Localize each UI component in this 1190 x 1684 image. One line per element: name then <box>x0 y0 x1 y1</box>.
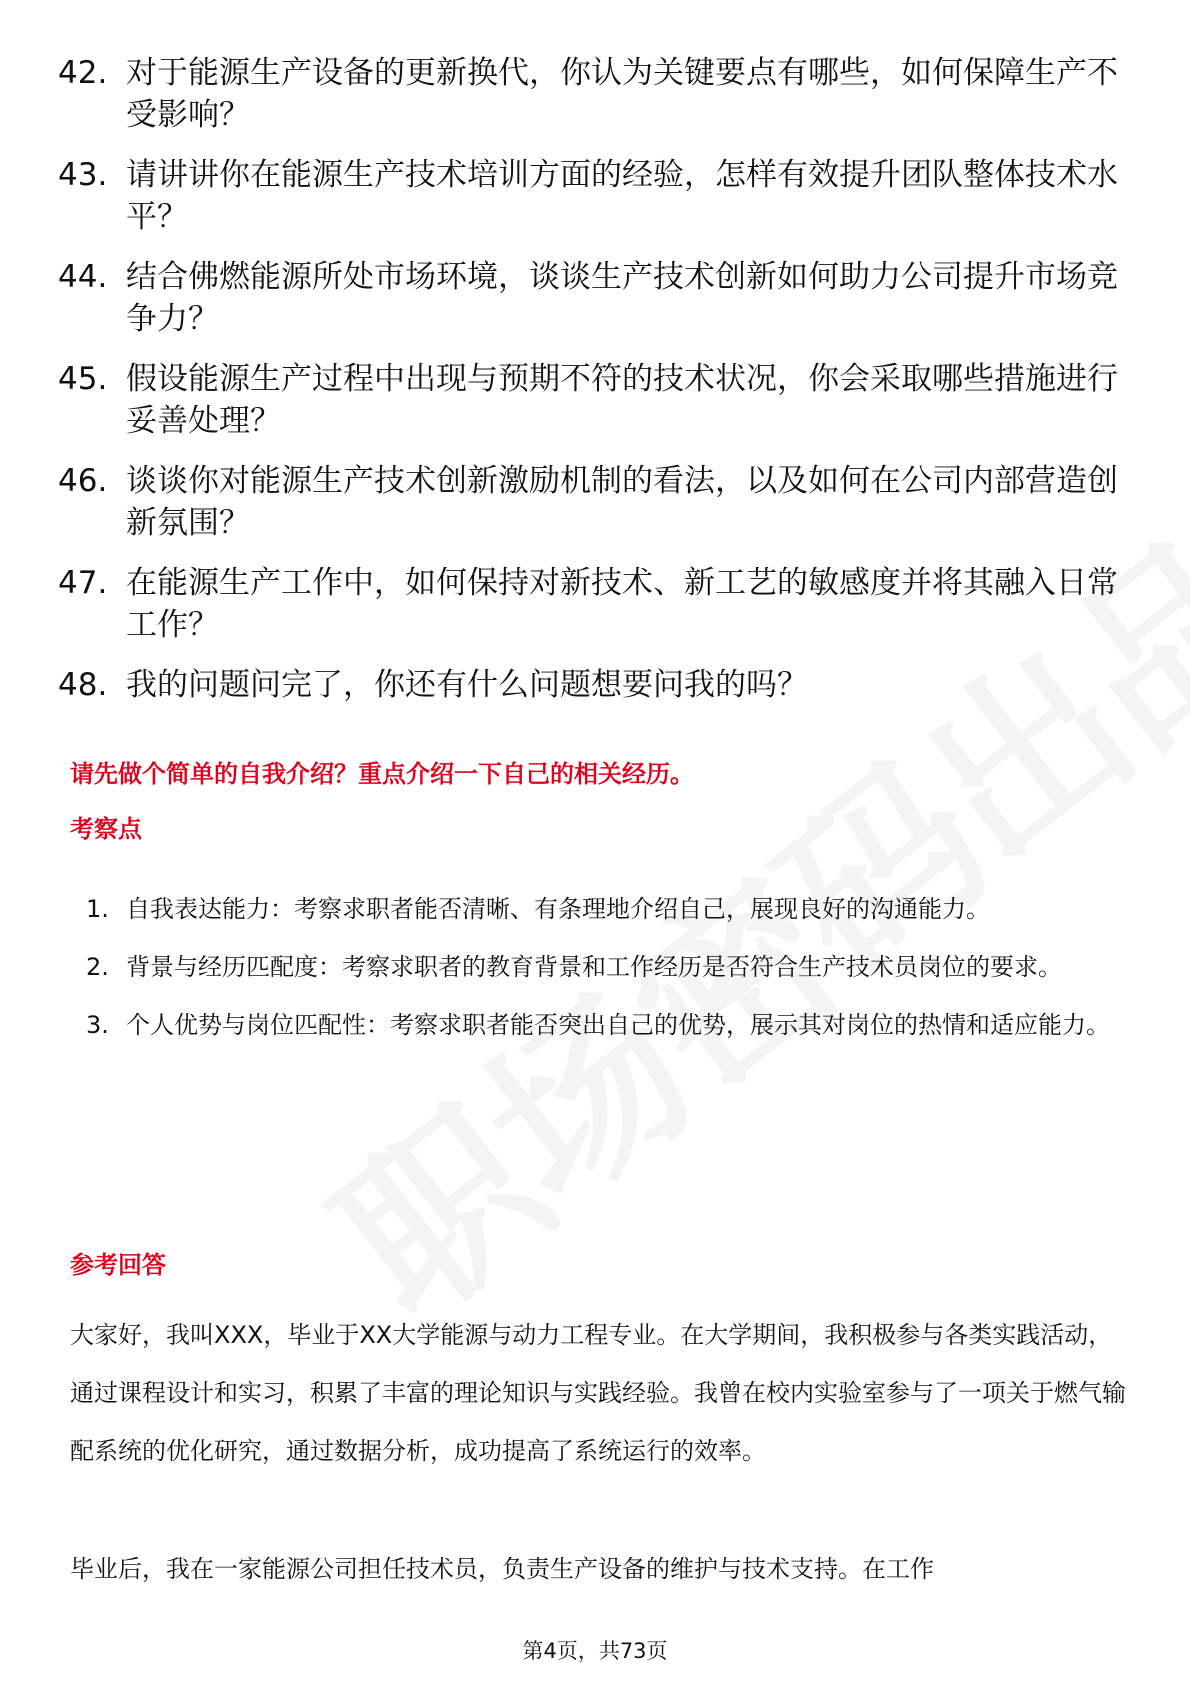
question-list <box>58 52 1118 724</box>
question-text: 谈谈你对能源生产技术创新激励机制的看法，以及如何在公司内部营造创新氛围？ <box>126 463 1118 541</box>
question-number: 44. <box>58 259 108 295</box>
list-item-number: 3. <box>86 1011 109 1039</box>
list-item <box>70 938 1130 996</box>
list-item-number: 1. <box>86 895 109 923</box>
question-number: 46. <box>58 463 108 499</box>
question-number: 43. <box>58 157 108 193</box>
list-item-text: 个人优势与岗位匹配性：考察求职者能否突出自己的优势，展示其对岗位的热情和适应能力。 <box>126 1011 1110 1039</box>
list-item <box>70 880 1130 938</box>
question-item <box>58 358 1118 442</box>
question-text: 假设能源生产过程中出现与预期不符的技术状况，你会采取哪些措施进行妥善处理？ <box>126 361 1118 439</box>
question-text: 我的问题问完了，你还有什么问题想要问我的吗？ <box>126 667 808 703</box>
answer-heading: 参考回答 <box>70 1251 166 1279</box>
section-title: 请先做个简单的自我介绍？重点介绍一下自己的相关经历。 <box>70 760 694 788</box>
question-item <box>58 664 1118 706</box>
question-number: 48. <box>58 667 108 703</box>
question-item <box>58 562 1118 646</box>
question-text: 对于能源生产设备的更新换代，你认为关键要点有哪些，如何保障生产不受影响？ <box>126 55 1118 133</box>
question-number: 47. <box>58 565 108 601</box>
points-heading: 考察点 <box>70 815 142 843</box>
page-number: 第4页，共73页 <box>522 1639 668 1663</box>
question-text: 结合佛燃能源所处市场环境，谈谈生产技术创新如何助力公司提升市场竞争力？ <box>126 259 1118 337</box>
question-item <box>58 460 1118 544</box>
question-item <box>58 52 1118 136</box>
answer-paragraph: 毕业后，我在一家能源公司担任技术员，负责生产设备的维护与技术支持。在工作 <box>70 1555 934 1583</box>
question-number: 45. <box>58 361 108 397</box>
question-item <box>58 256 1118 340</box>
points-list <box>70 880 1130 1054</box>
question-text: 请讲讲你在能源生产技术培训方面的经验，怎样有效提升团队整体技术水平？ <box>126 157 1118 235</box>
question-text: 在能源生产工作中，如何保持对新技术、新工艺的敏感度并将其融入日常工作？ <box>126 565 1118 643</box>
list-item-number: 2. <box>86 953 109 981</box>
list-item <box>70 996 1130 1054</box>
answer-paragraph: 大家好，我叫XXX，毕业于XX大学能源与动力工程专业。在大学期间，我积极参与各类实践活动，通过课程设计和实习，积累了丰富的理论知识与实践经验。我曾在校内实验室参与了一项关于燃气输配系统的优化研究，通过数据分析，成功提高了系统运行的效率。 <box>70 1321 1126 1465</box>
question-item <box>58 154 1118 238</box>
list-item-text: 自我表达能力：考察求职者能否清晰、有条理地介绍自己，展现良好的沟通能力。 <box>126 895 990 923</box>
question-number: 42. <box>58 55 108 91</box>
list-item-text: 背景与经历匹配度：考察求职者的教育背景和工作经历是否符合生产技术员岗位的要求。 <box>126 953 1062 981</box>
